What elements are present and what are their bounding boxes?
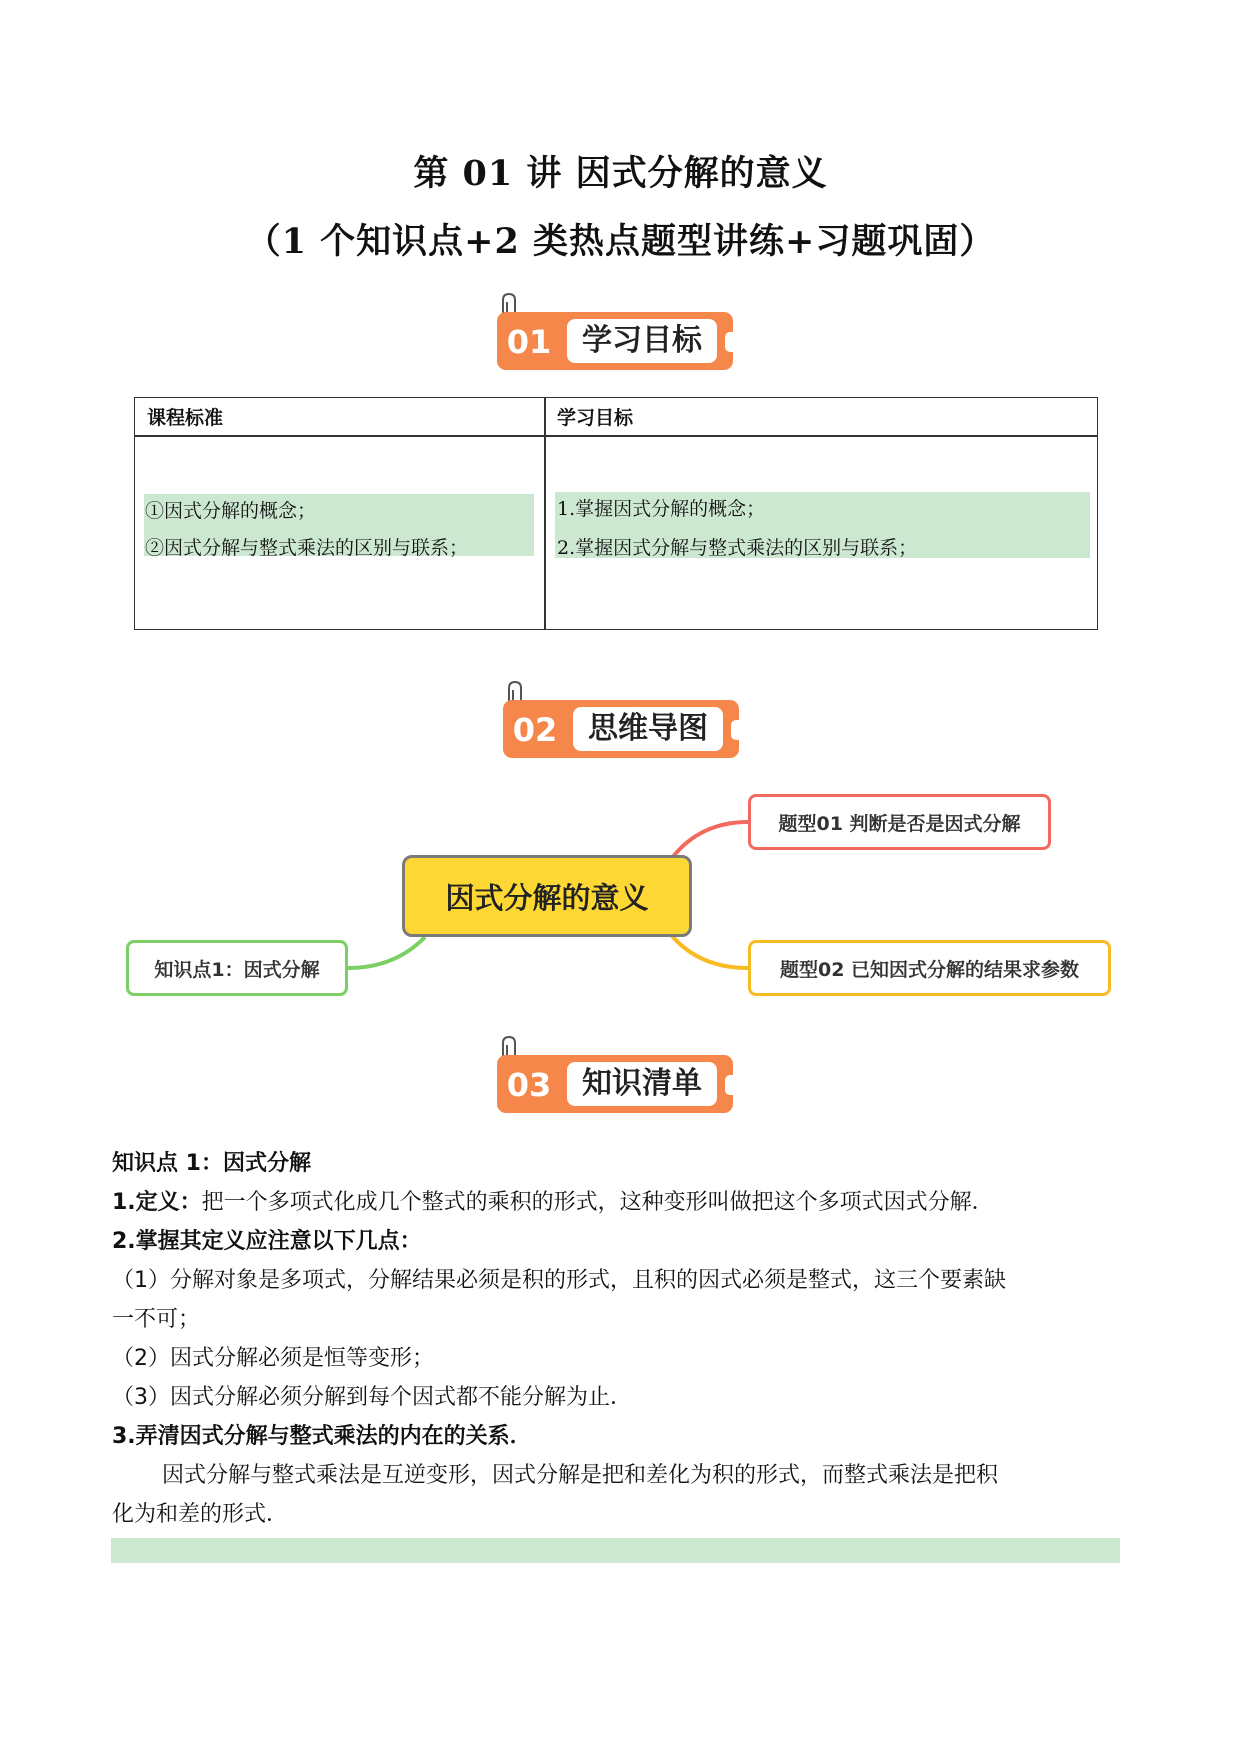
highlight-bar	[111, 1538, 1120, 1563]
objectives-table	[134, 397, 1098, 630]
goal-item: 2.掌握因式分解与整式乘法的区别与联系；	[557, 537, 918, 559]
section-number: 02	[512, 711, 558, 749]
goal-item: 1.掌握因式分解的概念；	[557, 498, 766, 520]
table-divider	[544, 398, 546, 629]
section-badge-mindmap	[503, 680, 743, 760]
section-badge-objectives	[497, 292, 737, 372]
badge-notch	[725, 1075, 735, 1095]
connector-type2	[672, 936, 748, 968]
badge-notch	[731, 720, 741, 740]
page-title: 第 01 讲 因式分解的意义	[413, 153, 828, 194]
standard-item: ①因式分解的概念；	[145, 500, 317, 522]
mind-map-center: 因式分解的意义	[402, 855, 692, 937]
section-label: 知识清单	[567, 1062, 717, 1106]
mind-map-type2-node: 题型02 已知因式分解的结果求参数	[748, 940, 1111, 996]
table-header-standard: 课程标准	[147, 407, 224, 429]
mind-map-type1-node: 题型01 判断是否是因式分解	[748, 794, 1051, 850]
standard-item: ②因式分解与整式乘法的区别与联系；	[145, 537, 469, 559]
page-subtitle: （1 个知识点+2 类热点题型讲练+习题巩固）	[245, 221, 996, 262]
relation-text: 因式分解与整式乘法是互逆变形，因式分解是把和差化为积的形式，而整式乘法是把积	[162, 1463, 999, 1488]
relation-text-continued: 化为和差的形式．	[112, 1502, 289, 1527]
knowledge-heading: 知识点 1：因式分解	[112, 1151, 311, 1176]
section-number: 01	[506, 323, 552, 361]
mind-map-knowledge-node: 知识点1：因式分解	[126, 940, 348, 996]
table-header-goal: 学习目标	[557, 407, 634, 429]
note-item: （3）因式分解必须分解到每个因式都不能分解为止．	[112, 1385, 632, 1410]
note-item-continued: 一不可；	[112, 1307, 201, 1332]
section-badge-knowledge	[497, 1035, 737, 1115]
section-number: 03	[506, 1066, 552, 1104]
definition-line	[112, 1184, 1122, 1222]
notes-label: 2.掌握其定义应注意以下几点：	[112, 1229, 422, 1254]
definition-label: 1.定义：	[112, 1190, 202, 1215]
section-label: 思维导图	[573, 707, 723, 751]
table-divider	[135, 435, 1097, 437]
note-item: （1）分解对象是多项式，分解结果必须是积的形式，且积的因式必须是整式，这三个要素缺	[112, 1268, 1007, 1293]
connector-knowledge	[348, 937, 425, 968]
badge-notch	[725, 332, 735, 352]
relation-label: 3.弄清因式分解与整式乘法的内在的关系．	[112, 1424, 532, 1449]
note-item: （2）因式分解必须是恒等变形；	[112, 1346, 434, 1371]
connector-type1	[672, 822, 748, 858]
section-label: 学习目标	[567, 319, 717, 363]
definition-text: 把一个多项式化成几个整式的乘积的形式，这种变形叫做把这个多项式因式分解．	[201, 1190, 994, 1215]
